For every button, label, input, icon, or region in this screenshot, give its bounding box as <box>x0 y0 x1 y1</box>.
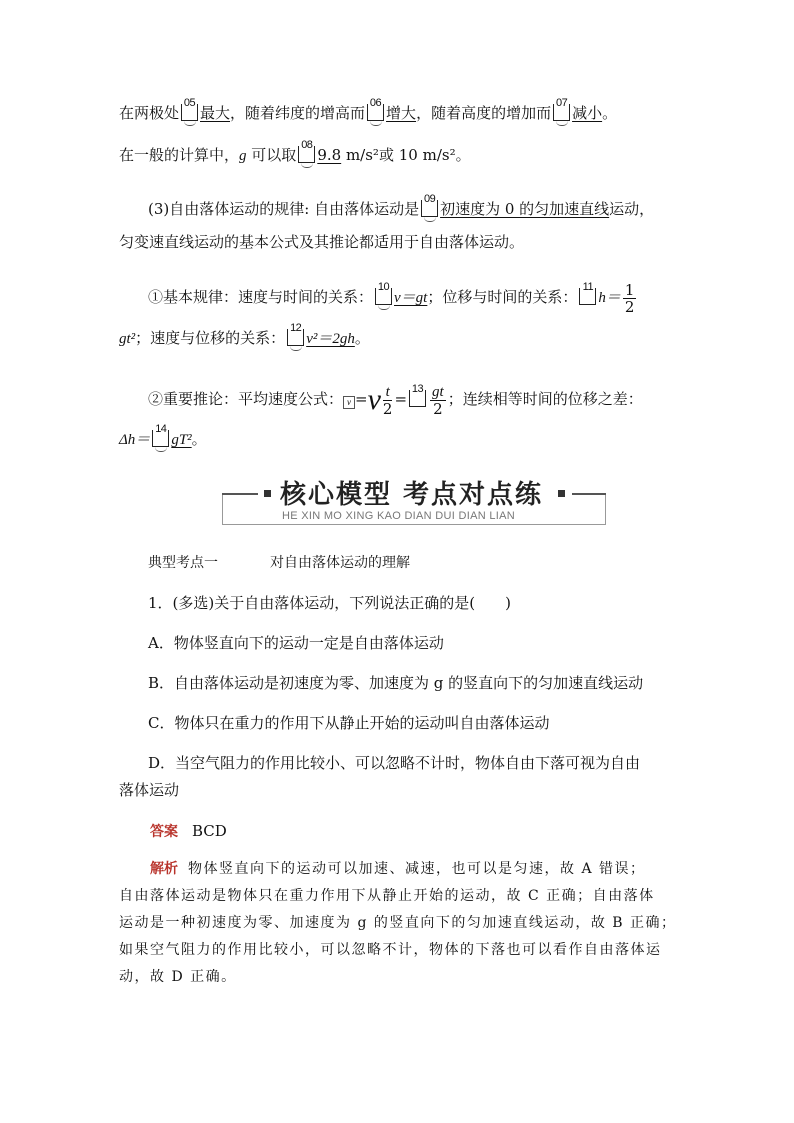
fraction-t-2: $\frac{t}{2}$ <box>382 384 393 418</box>
analysis-line-4: 如果空气阻力的作用比较小，可以忽略不计，物体的下落也可以看作自由落体运 <box>119 942 662 958</box>
text-line-1: 在两极处 05 最大，随着纬度的增高而 06 增大，随着高度的增加而 07 减小。 <box>119 102 617 124</box>
option-a[interactable]: A．物体竖直向下的运动一定是自由落体运动 <box>148 634 444 652</box>
square-icon <box>558 490 565 497</box>
answer-07: 减小 <box>572 104 603 122</box>
section-heading: 典型考点一 对自由落体运动的理解 <box>148 555 410 571</box>
text-line-6: gt²；速度与位移的关系： 12 v²＝2gh。 <box>119 327 370 350</box>
analysis-label: 解析 <box>150 861 178 877</box>
text-line-7: ②重要推论：平均速度公式： v =v $\frac{t}{2}$ = 13 $\frac{gt}{2}$ ；连续相等时间的位移之差： <box>148 383 643 418</box>
blank-box-12[interactable]: 12 <box>287 329 304 346</box>
analysis-line-1: 解析 物体竖直向下的运动可以加速、减速，也可以是匀速，故 A 错误； <box>150 861 646 877</box>
blank-box-11[interactable]: 11 <box>579 288 596 305</box>
option-d-cont: 落体运动 <box>119 781 180 799</box>
answer-09: 初速度为 0 的匀加速直线 <box>440 200 610 218</box>
answer-value: BCD <box>192 822 227 840</box>
question-stem: 1．(多选)关于自由落体运动，下列说法正确的是( ) <box>148 594 511 612</box>
blank-box-05[interactable]: 05 <box>181 104 198 121</box>
answer-10: v＝gt <box>394 290 428 306</box>
section-banner <box>222 474 606 526</box>
answer-12: v²＝2gh <box>306 331 355 347</box>
option-c[interactable]: C．物体只在重力的作用下从静止开始的运动叫自由落体运动 <box>148 714 550 732</box>
v-bar: v <box>343 396 355 409</box>
pin-icon <box>155 447 167 452</box>
banner-line-right <box>572 493 606 495</box>
answer-14: gT² <box>171 432 192 448</box>
banner-title: 核心模型 考点对点练 <box>280 480 544 510</box>
answer-label: 答案 <box>150 824 178 840</box>
pin-icon <box>556 121 568 126</box>
blank-box-14[interactable]: 14 <box>152 430 169 447</box>
pin-icon <box>378 305 390 310</box>
blank-box-09[interactable]: 09 <box>421 200 438 217</box>
pin-icon <box>370 121 382 126</box>
blank-box-08[interactable]: 08 <box>298 146 315 163</box>
pin-icon <box>184 121 196 126</box>
fraction-gt-2: $\frac{gt}{2}$ <box>432 384 444 418</box>
text-line-2: 在一般的计算中，g 可以取 08 9.8 m/s²或 10 m/s²。 <box>119 144 471 167</box>
text-line-3: (3)自由落体运动的规律: 自由落体运动是 09 初速度为 0 的匀加速直线运动， <box>148 198 654 220</box>
analysis-line-2: 自由落体运动是物体只在重力作用下从静止开始的运动，故 C 正确；自由落体 <box>119 888 655 904</box>
answer-05: 最大 <box>200 104 231 122</box>
analysis-line-3: 运动是一种初速度为零、加速度为 g 的竖直向下的匀加速直线运动，故 B 正确； <box>119 915 677 931</box>
text-line-4: 匀变速直线运动的基本公式及其推论都适用于自由落体运动。 <box>119 233 525 251</box>
text-line-5: ①基本规律：速度与时间的关系： 10 v＝gt；位移与时间的关系： 11 h＝ $\frac{1}{2}$ <box>148 281 635 316</box>
analysis-line-5: 动，故 D 正确。 <box>119 969 237 985</box>
banner-line-left <box>222 493 258 495</box>
banner-subtitle: HE XIN MO XING KAO DIAN DUI DIAN LIAN <box>282 510 515 522</box>
pin-icon <box>424 217 436 222</box>
fraction-half: $\frac{1}{2}$ <box>624 281 635 316</box>
pin-icon <box>290 346 302 351</box>
blank-box-10[interactable]: 10 <box>375 288 392 305</box>
blank-box-07[interactable]: 07 <box>553 104 570 121</box>
blank-box-06[interactable]: 06 <box>367 104 384 121</box>
square-icon <box>264 490 271 497</box>
pin-icon <box>301 163 313 168</box>
text-line-8: Δh＝ 14 gT²。 <box>119 428 207 451</box>
answer-line <box>150 820 227 843</box>
blank-box-13[interactable]: 13 <box>409 390 426 407</box>
answer-06: 增大 <box>386 104 417 122</box>
option-b[interactable]: B．自由落体运动是初速度为零、加速度为 g 的竖直向下的匀加速直线运动 <box>148 674 644 692</box>
option-d[interactable]: D．当空气阻力的作用比较小、可以忽略不计时，物体自由下落可视为自由 <box>148 754 641 772</box>
answer-08: 9.8 <box>317 146 342 164</box>
